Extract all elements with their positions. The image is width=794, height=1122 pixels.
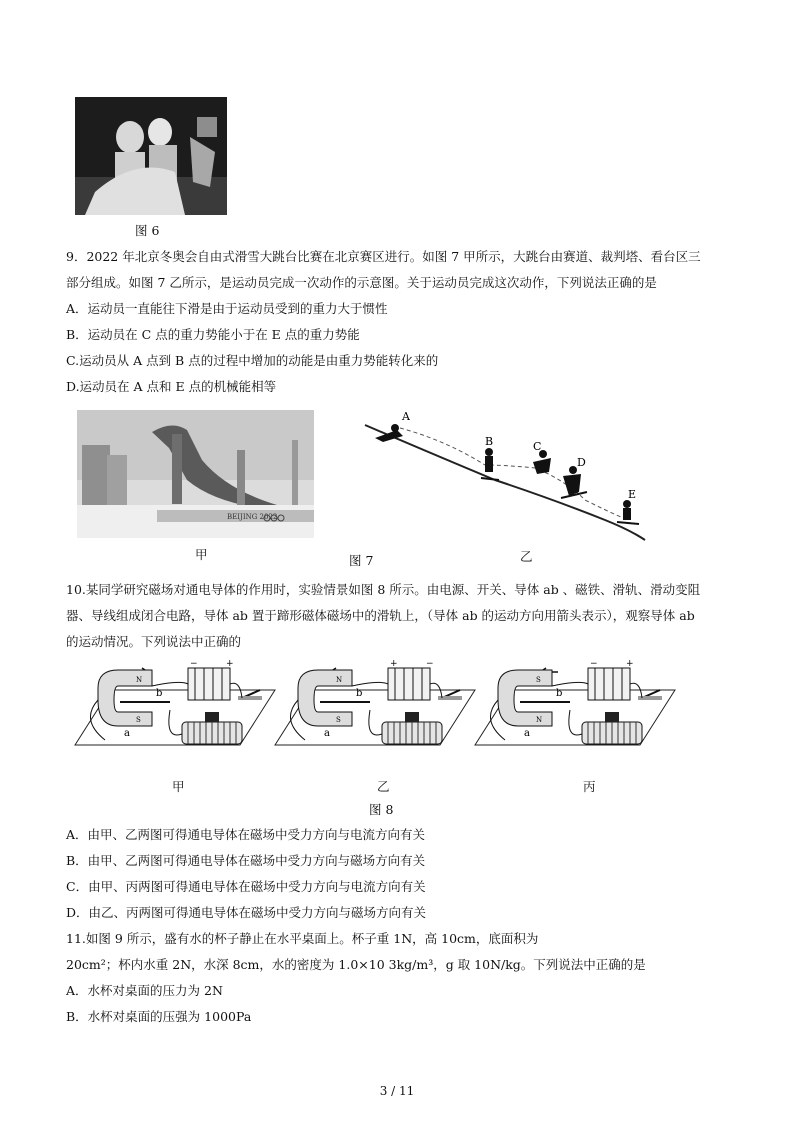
q9-option-d: D.运动员在 A 点和 E 点的机械能相等 [66,379,277,394]
jia-bottom-pole: S [136,716,141,724]
figure8-label-bing: 丙 [583,779,596,794]
yi-bottom-pole: S [336,716,341,724]
figure8-label-jia: 甲 [172,779,185,794]
figure8-panel-yi [270,660,480,780]
q11-stem-line1: 11.如图 9 所示，盛有水的杯子静止在水平桌面上。杯子重 1N，高 10cm，底面积为 [66,931,539,946]
figure6-photo [75,97,227,215]
skier-e-icon [617,500,639,524]
bing-terminal-left: − [590,660,598,669]
point-label-d: D [577,456,586,469]
jia-top-pole: N [136,676,143,684]
figure7-banner-text: BEIJING 2022 [227,513,278,521]
figure8-caption: 图 8 [369,802,394,817]
jia-rail-a: a [124,728,130,739]
figure6-photo-drawing [75,97,227,215]
q10-option-c: C．由甲、丙两图可得通电导体在磁场中受力方向与电流方向有关 [66,879,426,894]
yi-rail-a: a [324,728,330,739]
q11-option-a: A．水杯对桌面的压力为 2N [66,983,223,998]
figure6-caption: 图 6 [135,223,160,238]
bing-bottom-pole: N [536,716,543,724]
q10-option-d: D．由乙、丙两图可得通电导体在磁场中受力方向与磁场方向有关 [66,905,427,920]
point-label-a: A [402,410,410,423]
page-number: 3 / 11 [379,1084,415,1098]
point-label-c: C [533,440,542,453]
figure8-panel-jia [70,660,280,780]
q11-stem-line2: 20cm²；杯内水重 2N，水深 8cm，水的密度为 1.0×10 3kg/m³，g 取 10N/kg。下列说法中正确的是 [66,957,646,972]
point-label-b: B [485,435,494,448]
q10-stem-line2: 器、导线组成闭合电路，导体 ab 置于蹄形磁体磁场中的滑轨上，（导体 ab 的运动方向用箭头表示），观察导体 ab [66,608,695,623]
jia-rail-b: b [156,688,163,699]
yi-terminal-right: − [426,660,434,669]
figure7-photo-drawing [77,410,314,538]
q9-option-b: B．运动员在 C 点的重力势能小于在 E 点的重力势能 [66,327,360,342]
skier-d-icon [561,466,587,498]
skier-c-icon [533,450,551,474]
q10-stem-line3: 的运动情况。下列说法中正确的 [66,634,242,649]
figure7-label-yi: 乙 [520,549,533,564]
yi-rail-b: b [356,688,363,699]
figure8-panel-bing [470,660,680,780]
q9-option-c: C.运动员从 A 点到 B 点的过程中增加的动能是由重力势能转化来的 [66,353,439,368]
q10-option-b: B．由甲、乙两图可得通电导体在磁场中受力方向与磁场方向有关 [66,853,426,868]
q10-stem-line1: 10.某同学研究磁场对通电导体的作用时，实验情景如图 8 所示。由电源、开关、导体 ab 、磁铁、滑轨、滑动变阻 [66,582,701,597]
q9-option-a: A．运动员一直能往下滑是由于运动员受到的重力大于惯性 [66,301,388,316]
q9-stem-line2: 部分组成。如图 7 乙所示，是运动员完成一次动作的示意图。关于运动员完成这次动作，下列说法正确的是 [66,275,657,290]
yi-terminal-left: + [390,660,398,669]
jia-terminal-left: − [190,660,198,669]
bing-rail-a: a [524,728,530,739]
figure7-photo-jump-platform [77,410,314,538]
bing-terminal-right: + [626,660,634,669]
figure8-label-yi: 乙 [377,779,390,794]
bing-top-pole: S [536,676,541,684]
yi-top-pole: N [336,676,343,684]
q10-option-a: A．由甲、乙两图可得通电导体在磁场中受力方向与电流方向有关 [66,827,426,842]
point-label-e: E [628,488,637,501]
figure7-label-jia: 甲 [195,547,208,562]
figure7-caption: 图 7 [349,553,374,568]
q11-option-b: B．水杯对桌面的压强为 1000Pa [66,1009,252,1024]
figure7-ski-jump-diagram [355,400,655,550]
bing-rail-b: b [556,688,563,699]
q9-stem-line1: 9．2022 年北京冬奥会自由式滑雪大跳台比赛在北京赛区进行。如图 7 甲所示，大跳台由赛道、裁判塔、看台区三 [66,249,701,264]
jia-terminal-right: + [226,660,234,669]
